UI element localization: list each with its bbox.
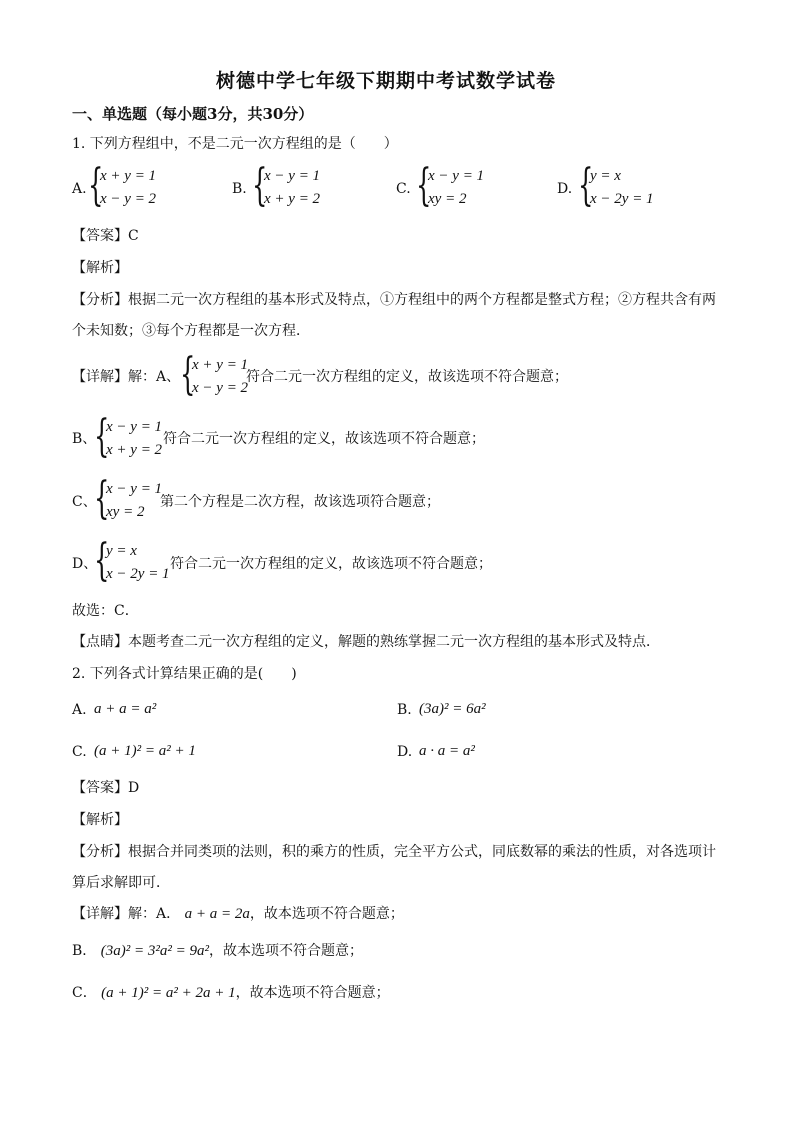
detail-c-text: ，故本选项不符合题意； <box>235 985 390 1001</box>
q1-option-a-label: A. <box>72 181 87 197</box>
detail-a-math: a + a = 2a <box>184 906 250 922</box>
q1-detail-d-text: 符合二元一次方程组的定义，故该选项不符合题意； <box>170 556 492 572</box>
q2-option-b-label: B. <box>397 702 412 718</box>
q2-option-c-label: C. <box>72 744 87 760</box>
answer-value: C <box>128 228 139 244</box>
left-brace-icon: { <box>180 349 196 400</box>
left-brace-icon: { <box>94 535 110 586</box>
detail-b-prefix: B． <box>72 943 97 959</box>
page-title: 树德中学七年级下期期中考试数学试卷 <box>216 70 557 92</box>
equation-1: x + y = 1 <box>100 168 157 184</box>
equation-2: x − y = 2 <box>192 380 249 396</box>
detail-tag: 【详解】 <box>72 369 128 385</box>
left-brace-icon: { <box>252 160 268 211</box>
fenxi-text: 根据合并同类项的法则，积的乘方的性质，完全平方公式，同底数幂的乘法的性质，对各选项计 <box>128 844 716 860</box>
q2-detail-c <box>72 986 390 1001</box>
q2-analysis-tag: 【解析】 <box>72 812 128 828</box>
q1-option-d-label: D. <box>557 181 573 197</box>
q1-detail-b-text: 符合二元一次方程组的定义，故该选项不符合题意； <box>163 431 485 447</box>
q2-option-a-expr: a + a = a² <box>94 701 157 717</box>
q2-answer-line <box>72 781 139 795</box>
equation-2: x + y = 2 <box>106 442 163 458</box>
section-heading: 一、单选题（每小题3分，共30分） <box>72 105 314 123</box>
q1-fenxi-line1 <box>72 293 716 307</box>
fenxi-text: 根据二元一次方程组的基本形式及特点，①方程组中的两个方程都是整式方程；②方程共含有两 <box>128 292 716 308</box>
q1-conclusion: 故选：C． <box>72 603 139 619</box>
left-brace-icon: { <box>578 160 594 211</box>
equation-2: x − y = 2 <box>100 191 157 207</box>
equation-1: x − y = 1 <box>106 419 163 435</box>
detail-b-text: ，故本选项不符合题意； <box>208 943 363 959</box>
equation-1: y = x <box>106 543 137 559</box>
equation-1: x + y = 1 <box>192 357 249 373</box>
q1-dianjing <box>72 635 660 649</box>
answer-tag: 【答案】 <box>72 228 128 244</box>
q1-option-c-label: C. <box>396 181 411 197</box>
detail-a-prefix: 解：A． <box>128 906 181 922</box>
q1-detail-c-label: C、 <box>72 494 97 510</box>
equation-2: x − 2y = 1 <box>106 566 170 582</box>
q1-detail-c-text: 第二个方程是二次方程，故该选项符合题意； <box>160 494 440 510</box>
detail-a-text: ，故本选项不符合题意； <box>249 906 404 922</box>
q1-answer-line <box>72 229 139 243</box>
q1-analysis-tag: 【解析】 <box>72 260 128 276</box>
left-brace-icon: { <box>88 160 104 211</box>
fenxi-tag: 【分析】 <box>72 292 128 308</box>
equation-2: xy = 2 <box>428 191 467 207</box>
equation-1: x − y = 1 <box>428 168 485 184</box>
q2-detail-b <box>72 944 363 959</box>
equation-2: xy = 2 <box>106 504 145 520</box>
dianjing-text: 本题考查二元一次方程组的定义，解题的熟练掌握二元一次方程组的基本形式及特点． <box>128 634 660 650</box>
q1-detail-b-label: B、 <box>72 431 97 447</box>
detail-c-prefix: C． <box>72 985 97 1001</box>
q1-fenxi-line2: 个未知数；③每个方程都是一次方程． <box>72 323 310 339</box>
q1-detail-d-label: D、 <box>72 556 98 572</box>
left-brace-icon: { <box>94 411 110 462</box>
q1-option-b-label: B. <box>232 181 247 197</box>
equation-1: x − y = 1 <box>106 481 163 497</box>
q2-option-a-label: A. <box>72 702 87 718</box>
q2-option-b-expr: (3a)² = 6a² <box>419 701 486 717</box>
detail-b-math: (3a)² = 3²a² = 9a² <box>100 943 209 959</box>
q2-fenxi-line1 <box>72 845 716 859</box>
q2-option-d-label: D. <box>397 744 413 760</box>
q2-option-c-expr: (a + 1)² = a² + 1 <box>94 743 196 759</box>
detail-tag: 【详解】 <box>72 906 128 922</box>
detail-c-math: (a + 1)² = a² + 2a + 1 <box>101 985 236 1001</box>
left-brace-icon: { <box>416 160 432 211</box>
left-brace-icon: { <box>94 473 110 524</box>
equation-2: x + y = 2 <box>264 191 321 207</box>
q2-detail-a <box>72 907 404 922</box>
equation-2: x − 2y = 1 <box>590 191 654 207</box>
answer-value: D <box>128 780 140 796</box>
detail-intro: 解：A、 <box>128 369 181 385</box>
q2-fenxi-line2: 算后求解即可． <box>72 875 170 891</box>
answer-tag: 【答案】 <box>72 780 128 796</box>
q1-detail-a-prefix <box>72 370 180 384</box>
dianjing-tag: 【点睛】 <box>72 634 128 650</box>
equation-1: x − y = 1 <box>264 168 321 184</box>
fenxi-tag: 【分析】 <box>72 844 128 860</box>
q2-stem: 2. 下列各式计算结果正确的是( ) <box>72 666 297 682</box>
equation-1: y = x <box>590 168 621 184</box>
q2-option-d-expr: a · a = a² <box>419 743 475 759</box>
q1-stem: 1. 下列方程组中，不是二元一次方程组的是（ ） <box>72 136 398 152</box>
q1-detail-a-text: 符合二元一次方程组的定义，故该选项不符合题意； <box>246 369 568 385</box>
